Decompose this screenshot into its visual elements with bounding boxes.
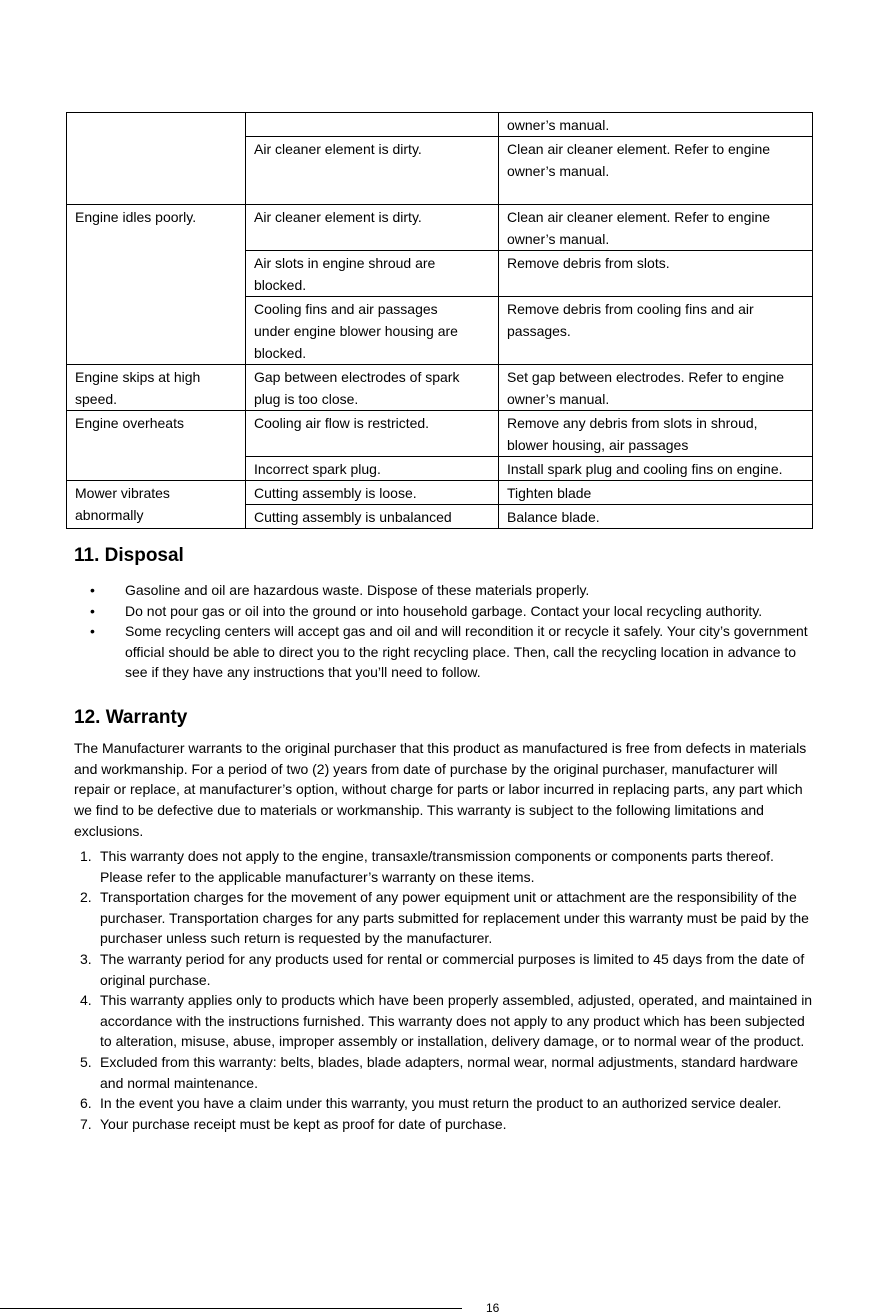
cause-cell (246, 113, 499, 137)
cause-text: Incorrect spark plug. (254, 461, 381, 477)
table-row (67, 205, 813, 251)
list-item: • Do not pour gas or oil into the ground or into household garbage. Contact your local recycling authority. (82, 601, 812, 622)
list-item: • Gasoline and oil are hazardous waste. Dispose of these materials properly. (82, 580, 812, 601)
cause-text: blocked. (254, 277, 307, 293)
problem-cell (67, 205, 246, 365)
cause-cell (246, 365, 499, 411)
remedy-cell (499, 365, 813, 411)
remedy-text: Install spark plug and cooling fins on engine. (507, 461, 783, 477)
cause-cell (246, 251, 499, 297)
page-number: 16 (486, 1301, 500, 1315)
warranty-heading: 12. Warranty (74, 707, 188, 728)
item-text: The warranty period for any products used for rental or commercial purposes is limited to 45 days from the date of original purchase. (100, 950, 805, 988)
cause-text: blocked. (254, 345, 307, 361)
item-text: Transportation charges for the movement of any power equipment unit or attachment are the responsibility of the purchaser. Transportation charges for any parts submitted for replacement under this warranty must be paid by the purchaser unless such return is requested by the manufacturer. (100, 889, 809, 947)
remedy-cell (499, 137, 813, 205)
remedy-text: Remove debris from slots. (507, 255, 670, 271)
item-text: In the event you have a claim under this warranty, you must return the product to an authorized service dealer. (100, 1095, 782, 1112)
remedy-text: blower housing, air passages (507, 437, 689, 453)
disposal-list (82, 580, 812, 683)
warranty-limitations-list (74, 846, 818, 1134)
cause-text: Air slots in engine shroud are (254, 255, 436, 271)
problem-text: speed. (75, 391, 118, 407)
item-text: This warranty applies only to products which have been properly assembled, adjusted, operated, and maintained in accordance with the instructions furnished. This warranty does not apply to any product which has been subjected to alteration, misuse, abuse, improper assembly or installation, delivery damage, or to normal wear of the product. (100, 992, 813, 1050)
problem-text: Mower vibrates (75, 485, 170, 501)
remedy-text: Remove debris from cooling fins and air (507, 301, 754, 317)
cause-cell (246, 457, 499, 481)
cause-text: Cutting assembly is loose. (254, 485, 417, 501)
item-text: Excluded from this warranty: belts, blades, blade adapters, normal wear, normal adjustments, standard hardware and normal maintenance. (100, 1053, 799, 1091)
list-item (74, 1093, 818, 1114)
cause-cell (246, 481, 499, 505)
list-item (74, 949, 818, 990)
list-item (74, 887, 818, 949)
disposal-heading: 11. Disposal (74, 545, 184, 566)
table-row (67, 365, 813, 411)
item-number: 1. (80, 848, 92, 864)
cause-text: Gap between electrodes of spark (254, 369, 460, 385)
troubleshooting-table (66, 112, 813, 529)
item-number: 2. (80, 889, 92, 906)
remedy-cell (499, 457, 813, 481)
remedy-text: Clean air cleaner element. Refer to engine (507, 141, 771, 157)
table-row (67, 411, 813, 457)
cause-text: Air cleaner element is dirty. (254, 209, 422, 225)
table-row (67, 113, 813, 137)
item-text: Your purchase receipt must be kept as proof for date of purchase. (100, 1115, 507, 1132)
item-number: 4. (80, 992, 92, 1009)
remedy-text: owner’s manual. (507, 117, 610, 133)
list-item (74, 846, 818, 887)
remedy-cell (499, 113, 813, 137)
list-item: • Some recycling centers will accept gas and oil and will recondition it or recycle it safely. Your city’s government official should be able to direct you to the right recycling place. Then, call the recycling location in advance to see if they have any instructions that you’ll need to follow. (82, 621, 812, 683)
list-item (74, 1114, 818, 1135)
remedy-text: Remove any debris from slots in shroud, (507, 415, 758, 431)
cause-text: Cutting assembly is unbalanced (254, 509, 452, 525)
warranty-intro: The Manufacturer warrants to the original purchaser that this product as manufactured is free from defects in materials and workmanship. For a period of two (2) years from date of purchase by the original purchaser, manufacturer will repair or replace, at manufacturer’s option, without charge for parts or labor incurred in replacing parts, any part which we find to be defective due to materials or workmanship. This warranty is subject to the following limitations and exclusions. (74, 740, 807, 839)
cause-text: Cooling fins and air passages (254, 301, 438, 317)
item-text: This warranty does not apply to the engine, transaxle/transmission components or components parts thereof. Please refer to the applicable manufacturer’s warranty on these items. (100, 848, 774, 885)
remedy-text: owner’s manual. (507, 231, 610, 247)
problem-cell (67, 365, 246, 411)
cause-cell (246, 297, 499, 365)
table-row (67, 481, 813, 505)
cause-cell (246, 505, 499, 529)
cause-cell (246, 411, 499, 457)
problem-cell (67, 411, 246, 481)
problem-cell (67, 481, 246, 529)
cause-cell (246, 137, 499, 205)
remedy-cell (499, 251, 813, 297)
problem-text: Engine idles poorly. (75, 209, 197, 225)
remedy-cell (499, 411, 813, 457)
cause-text: under engine blower housing are (254, 323, 458, 339)
item-number: 6. (80, 1095, 92, 1112)
cause-text: Cooling air flow is restricted. (254, 415, 430, 431)
list-item (74, 1052, 818, 1093)
remedy-cell (499, 205, 813, 251)
remedy-text: owner’s manual. (507, 391, 610, 407)
remedy-cell (499, 481, 813, 505)
remedy-cell (499, 297, 813, 365)
item-number: 3. (80, 950, 92, 967)
cause-text: plug is too close. (254, 391, 359, 407)
cause-cell (246, 205, 499, 251)
footer-rule (0, 1308, 462, 1309)
remedy-text: Clean air cleaner element. Refer to engine (507, 209, 771, 225)
problem-text: abnormally (75, 507, 144, 523)
remedy-text: Tighten blade (507, 485, 592, 501)
item-number: 7. (80, 1115, 92, 1132)
remedy-cell (499, 505, 813, 529)
problem-text: Engine overheats (75, 415, 184, 431)
cause-text: Air cleaner element is dirty. (254, 141, 422, 157)
remedy-text: Balance blade. (507, 509, 600, 525)
problem-cell (67, 113, 246, 205)
remedy-text: passages. (507, 323, 571, 339)
list-item (74, 990, 818, 1052)
problem-text: Engine skips at high (75, 369, 201, 385)
remedy-text: owner’s manual. (507, 163, 610, 179)
item-number: 5. (80, 1053, 92, 1070)
remedy-text: Set gap between electrodes. Refer to engine (507, 369, 785, 385)
